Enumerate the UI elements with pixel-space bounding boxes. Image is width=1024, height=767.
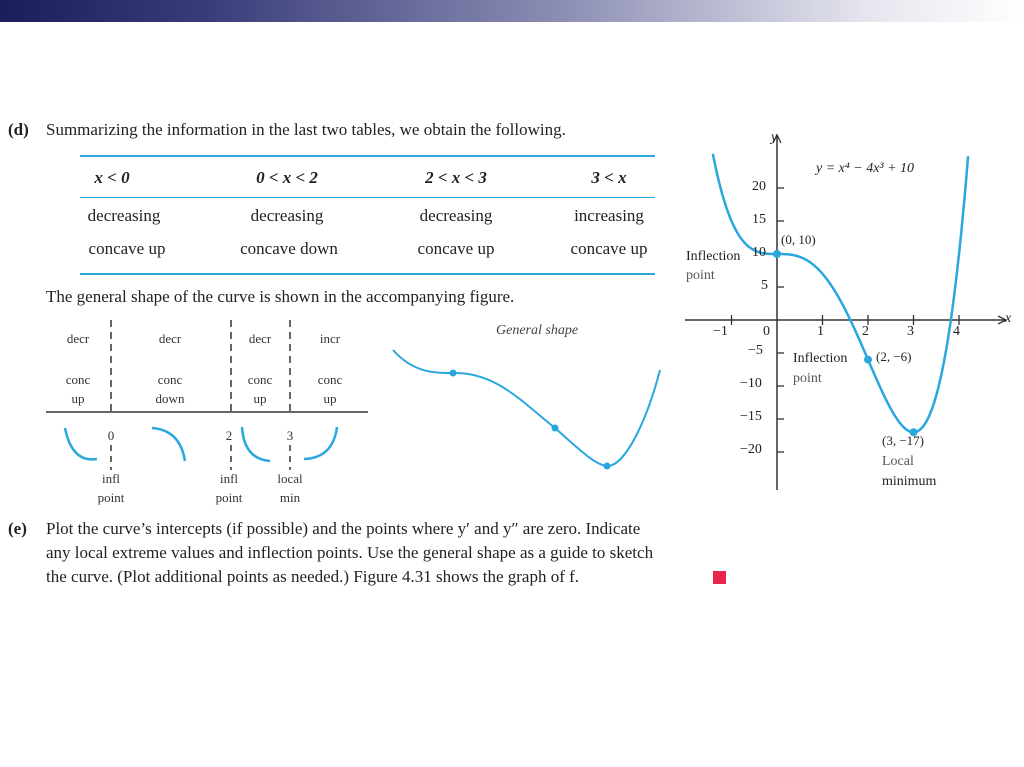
y-tick-neg10: −10	[740, 376, 762, 391]
x-tick-2: 2	[862, 324, 869, 339]
sign-trend-1: decr	[66, 331, 90, 346]
point-1-coord: (0, 10)	[781, 232, 816, 247]
sign-concavity-1: conc up	[65, 372, 91, 406]
general-shape-text: The general shape of the curve is shown in the accompanying figure.	[46, 287, 515, 306]
x-tick-0: 0	[763, 324, 770, 339]
table-header-4: 3 < x	[591, 168, 627, 187]
table-header-3: 2 < x < 3	[425, 168, 487, 187]
x-tick-4: 4	[953, 324, 960, 339]
table-cell-r2c4: concave up	[570, 239, 648, 258]
point-2-label-2: point	[793, 371, 822, 386]
graph-equation: y = x⁴ − 4x³ + 10	[816, 161, 915, 176]
table-bottom-rule	[80, 273, 655, 275]
table-header-2: 0 < x < 2	[256, 168, 318, 187]
sign-concavity-2: conc down	[155, 372, 185, 406]
y-tick-neg15: −15	[740, 409, 762, 424]
sign-arc-concave-up-2	[242, 427, 270, 461]
key-point-2	[864, 356, 872, 364]
general-shape-dot-1	[450, 370, 457, 377]
part-e-line-2: any local extreme values and inflection points. Use the general shape as a guide to sketch	[46, 543, 654, 562]
y-tick-20: 20	[752, 179, 766, 194]
point-3-coord: (3, −17)	[882, 433, 924, 448]
sign-note-2: infl point	[215, 471, 243, 505]
function-graph	[680, 125, 1020, 505]
part-e-label: (e)	[8, 519, 27, 538]
sign-note-1: infl point	[97, 471, 125, 505]
sign-point-3: 3	[286, 428, 294, 443]
point-2-coord: (2, −6)	[876, 349, 912, 364]
sign-arc-concave-up-3	[304, 427, 337, 459]
sign-concavity-3: conc up	[247, 372, 273, 406]
table-cell-r1c4: increasing	[574, 206, 644, 225]
table-cell-r1c2: decreasing	[250, 206, 324, 225]
part-e-line-3: the curve. (Plot additional points as needed.) Figure 4.31 shows the graph of f.	[46, 567, 580, 586]
point-1-label-1: Inflection	[686, 249, 741, 264]
table-header-1: x < 0	[94, 168, 130, 187]
table-header-rule	[80, 197, 655, 198]
x-tick-neg1: −1	[713, 324, 728, 339]
sign-arc-concave-up-1	[65, 428, 97, 459]
general-shape-dot-2	[552, 425, 559, 432]
end-of-solution-marker	[713, 571, 726, 584]
y-tick-10: 10	[752, 245, 766, 260]
table-cell-r2c1: concave up	[88, 239, 166, 258]
part-d-text: Summarizing the information in the last two tables, we obtain the following.	[46, 120, 566, 139]
y-axis-label: y	[771, 130, 778, 145]
sign-point-0: 0	[107, 428, 115, 443]
general-shape-curve	[393, 350, 660, 466]
y-tick-5: 5	[761, 278, 768, 293]
key-point-1	[773, 250, 781, 258]
general-shape-sketch	[385, 340, 670, 480]
point-3-label-2: minimum	[882, 474, 937, 489]
x-tick-3: 3	[907, 324, 914, 339]
table-cell-r1c1: decreasing	[87, 206, 161, 225]
part-d-label: (d)	[8, 120, 29, 139]
point-2-label-1: Inflection	[793, 351, 848, 366]
sign-trend-2: decr	[158, 331, 182, 346]
table-cell-r2c2: concave down	[240, 239, 338, 258]
general-shape-title: General shape	[496, 323, 579, 338]
table-cell-r2c3: concave up	[417, 239, 495, 258]
sign-concavity-4: conc up	[317, 372, 343, 406]
table-top-rule	[80, 155, 655, 157]
sign-trend-4: incr	[319, 331, 341, 346]
point-3-label-1: Local	[882, 454, 914, 469]
y-tick-neg20: −20	[740, 442, 762, 457]
slide-header-bar	[0, 0, 1024, 22]
sign-point-2: 2	[225, 428, 233, 443]
sign-trend-3: decr	[248, 331, 272, 346]
general-shape-dot-3	[604, 463, 611, 470]
x-axis-label: x	[1005, 311, 1012, 326]
x-tick-1: 1	[817, 324, 824, 339]
sign-arc-concave-down	[152, 428, 185, 461]
y-tick-15: 15	[752, 212, 766, 227]
sign-note-3: local min	[277, 471, 303, 505]
y-tick-neg5: −5	[748, 343, 763, 358]
table-cell-r1c3: decreasing	[419, 206, 493, 225]
part-e-line-1: Plot the curve’s intercepts (if possible) and the points where y′ and y″ are zero. Indicate	[46, 519, 641, 538]
point-1-label-2: point	[686, 268, 715, 283]
